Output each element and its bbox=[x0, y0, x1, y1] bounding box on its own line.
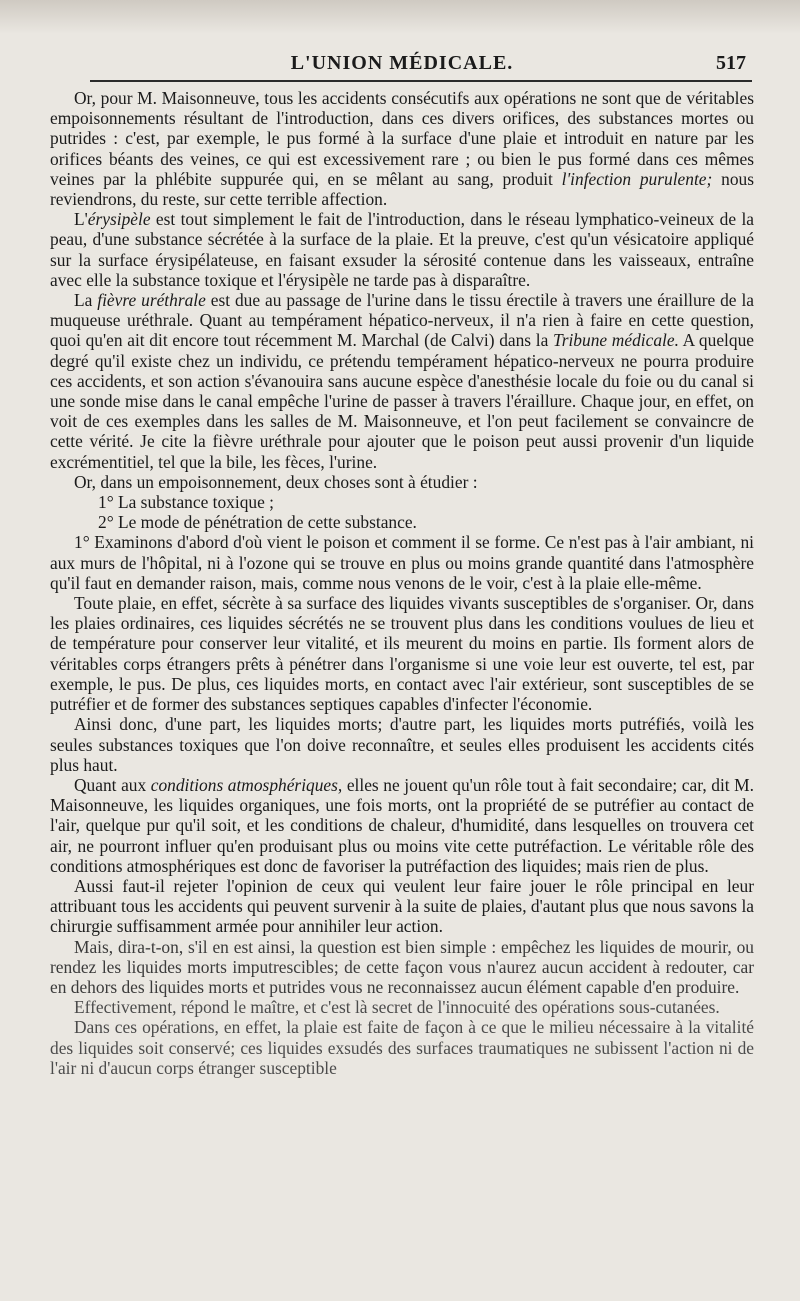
paragraph-text: elles ne jouent qu'un rôle tout à fait secondaire; car, dit M. Maisonneuve, les liquides organiques, une fois morts, ont la propriété de se putréfier au contact de l'air, quelque pur qu'il soit, et les conditions de chaleur, d'humidité, dans lesquelles on trouvera cet air, ne pourront influer qu'en produisant plus ou moins vite cette putréfaction. Le véritable rôle des conditions atmosphériques est donc de favoriser la putréfaction des liquides; mais rien de plus. bbox=[50, 774, 754, 876]
paragraph-text: A quelque degré qu'il existe chez un individu, ce prétendu tempérament hépatico-nerveux ne pourra produire ces accidents, et son action s'évanouira sans aucune espèce d'anesthésie locale du foie ou du canal si une sonde mise dans le canal empêche l'urine de passer à travers l'éraillure. Chaque jour, en effet, on voit de ces exemples dans les salles de M. Maisonneuve, et l'on peut facilement se convaincre de cette vérité. Je cite la fièvre uréthrale pour ajouter que le poison peut aussi provenir d'un liquide excrémentitiel, tel que la bile, les fèces, l'urine. bbox=[50, 330, 754, 472]
enumeration-item-1: 1° La substance toxique ; bbox=[98, 492, 274, 513]
enumeration-item-2: 2° Le mode de pénétration de cette substance. bbox=[98, 512, 417, 533]
paragraph-8 bbox=[50, 775, 754, 876]
header-rule bbox=[90, 80, 752, 82]
italic-journal-title: Tribune médicale. bbox=[553, 330, 679, 351]
paragraph-10: Mais, dira-t-on, s'il en est ainsi, la question est bien simple : empêchez les liquides de mourir, ou rendez les liquides morts imputrescibles; de cette façon vous n'aurez aucun accident à redouter, car en dehors des liquides morts et putrides vous ne reconnaissez aucun élément capable d'en produire. bbox=[50, 936, 754, 997]
page-number: 517 bbox=[716, 52, 746, 74]
italic-term: conditions atmosphériques, bbox=[150, 774, 343, 795]
paragraph-3 bbox=[50, 290, 754, 472]
paragraph-2 bbox=[50, 209, 754, 290]
paragraph-5: 1° Examinons d'abord d'où vient le poison et comment il se forme. Ce n'est pas à l'air ambiant, ni aux murs de l'hôpital, ni à l'ozone qui se trouve en plus ou moins grande quantité dans l'atmosphère qu'il faut en demander raison, mais, comme nous venons de le voir, c'est à la plaie elle-même. bbox=[50, 532, 754, 593]
paragraph-11: Effectivement, répond le maître, et c'est là secret de l'innocuité des opérations sous-cutanées. bbox=[74, 997, 720, 1018]
paragraph-text: est tout simplement le fait de l'introduction, dans le réseau lymphatico-veineux de la peau, d'une substance sécrétée à la surface de la plaie. Et la preuve, c'est qu'un vésicatoire appliqué sur la surface érysipélateuse, en faisant exsuder la sérosité contenue dans les vaisseaux, entraîne avec elle la substance toxique et l'érysipèle ne tarde pas à disparaître. bbox=[50, 209, 754, 290]
italic-term: érysipèle bbox=[87, 209, 151, 230]
italic-term: l'infection purulente; bbox=[561, 168, 713, 189]
paragraph-text: Or, pour M. Maisonneuve, tous les accidents consécutifs aux opérations ne sont que de véritables empoisonnements résultant de l'introduction, dans ces divers orifices, des substances mortes ou putrides : c'est, par exemple, le pus formé à la surface d'une plaie et introduit en nature par les orifices béants des veines, ce qui est excessivement rare ; ou bien le pus formé dans ces mêmes veines par la phlébite suppurée qui, en se mêlant au sang, produit bbox=[50, 88, 754, 189]
paragraph-6: Toute plaie, en effet, sécrète à sa surface des liquides vivants susceptibles de s'organiser. Or, dans les plaies ordinaires, ces liquides sécrétés ne se trouvent plus dans les conditions voulues de lieu et de température pour conserver leur vitalité, et ils meurent du moins en partie. Ils forment alors de véritables corps étrangers prêts à pénétrer dans l'organisme si une voie leur est ouverte, tel est, par exemple, le pus. De plus, ces liquides morts, en contact avec l'air extérieur, sont susceptibles de se putréfier et de former des substances septiques capables d'infecter l'économie. bbox=[50, 593, 754, 715]
paragraph-7: Ainsi donc, d'une part, les liquides morts; d'autre part, les liquides morts putréfiés, voilà les seules substances toxiques que l'on doive reconnaître, et seules elles produisent les accidents cités plus haut. bbox=[50, 714, 754, 775]
paragraph-text: nous reviendrons, du reste, sur cette terrible affection. bbox=[50, 168, 754, 210]
paragraph-text: L' bbox=[74, 209, 88, 230]
running-title: L'UNION MÉDICALE. bbox=[290, 52, 514, 74]
page-shadow bbox=[0, 0, 800, 34]
paragraph-4: Or, dans un empoisonnement, deux choses sont à étudier : bbox=[74, 471, 478, 492]
paragraph-12: Dans ces opérations, en effet, la plaie est faite de façon à ce que le milieu nécessaire à la vitalité des liquides soit conservé; ces liquides exsudés des surfaces traumatiques ne subissent l'action ni de l'air ni d'aucun corps étranger susceptible bbox=[50, 1017, 754, 1078]
paragraph-text: La bbox=[74, 290, 98, 311]
paragraph-9: Aussi faut-il rejeter l'opinion de ceux qui veulent leur faire jouer le rôle principal en leur attribuant tous les accidents qui peuvent survenir à la suite de plaies, d'autant plus que nous savons la chirurgie suffisamment armée pour annihiler leur action. bbox=[50, 875, 754, 937]
page-header bbox=[50, 46, 754, 80]
article-body bbox=[50, 88, 754, 1078]
paragraph-text: Quant aux bbox=[74, 774, 151, 795]
italic-term: fièvre uréthrale bbox=[97, 290, 206, 311]
paragraph-1 bbox=[50, 88, 754, 209]
paragraph-text: est due au passage de l'urine dans le tissu érectile à travers une éraillure de la muqueuse uréthrale. Quant au tempérament hépatico-nerveux, il n'a rien à faire en cette question, quoi qu'en ait dit encore tout récemment M. Marchal (de Calvi) dans la bbox=[50, 290, 754, 351]
